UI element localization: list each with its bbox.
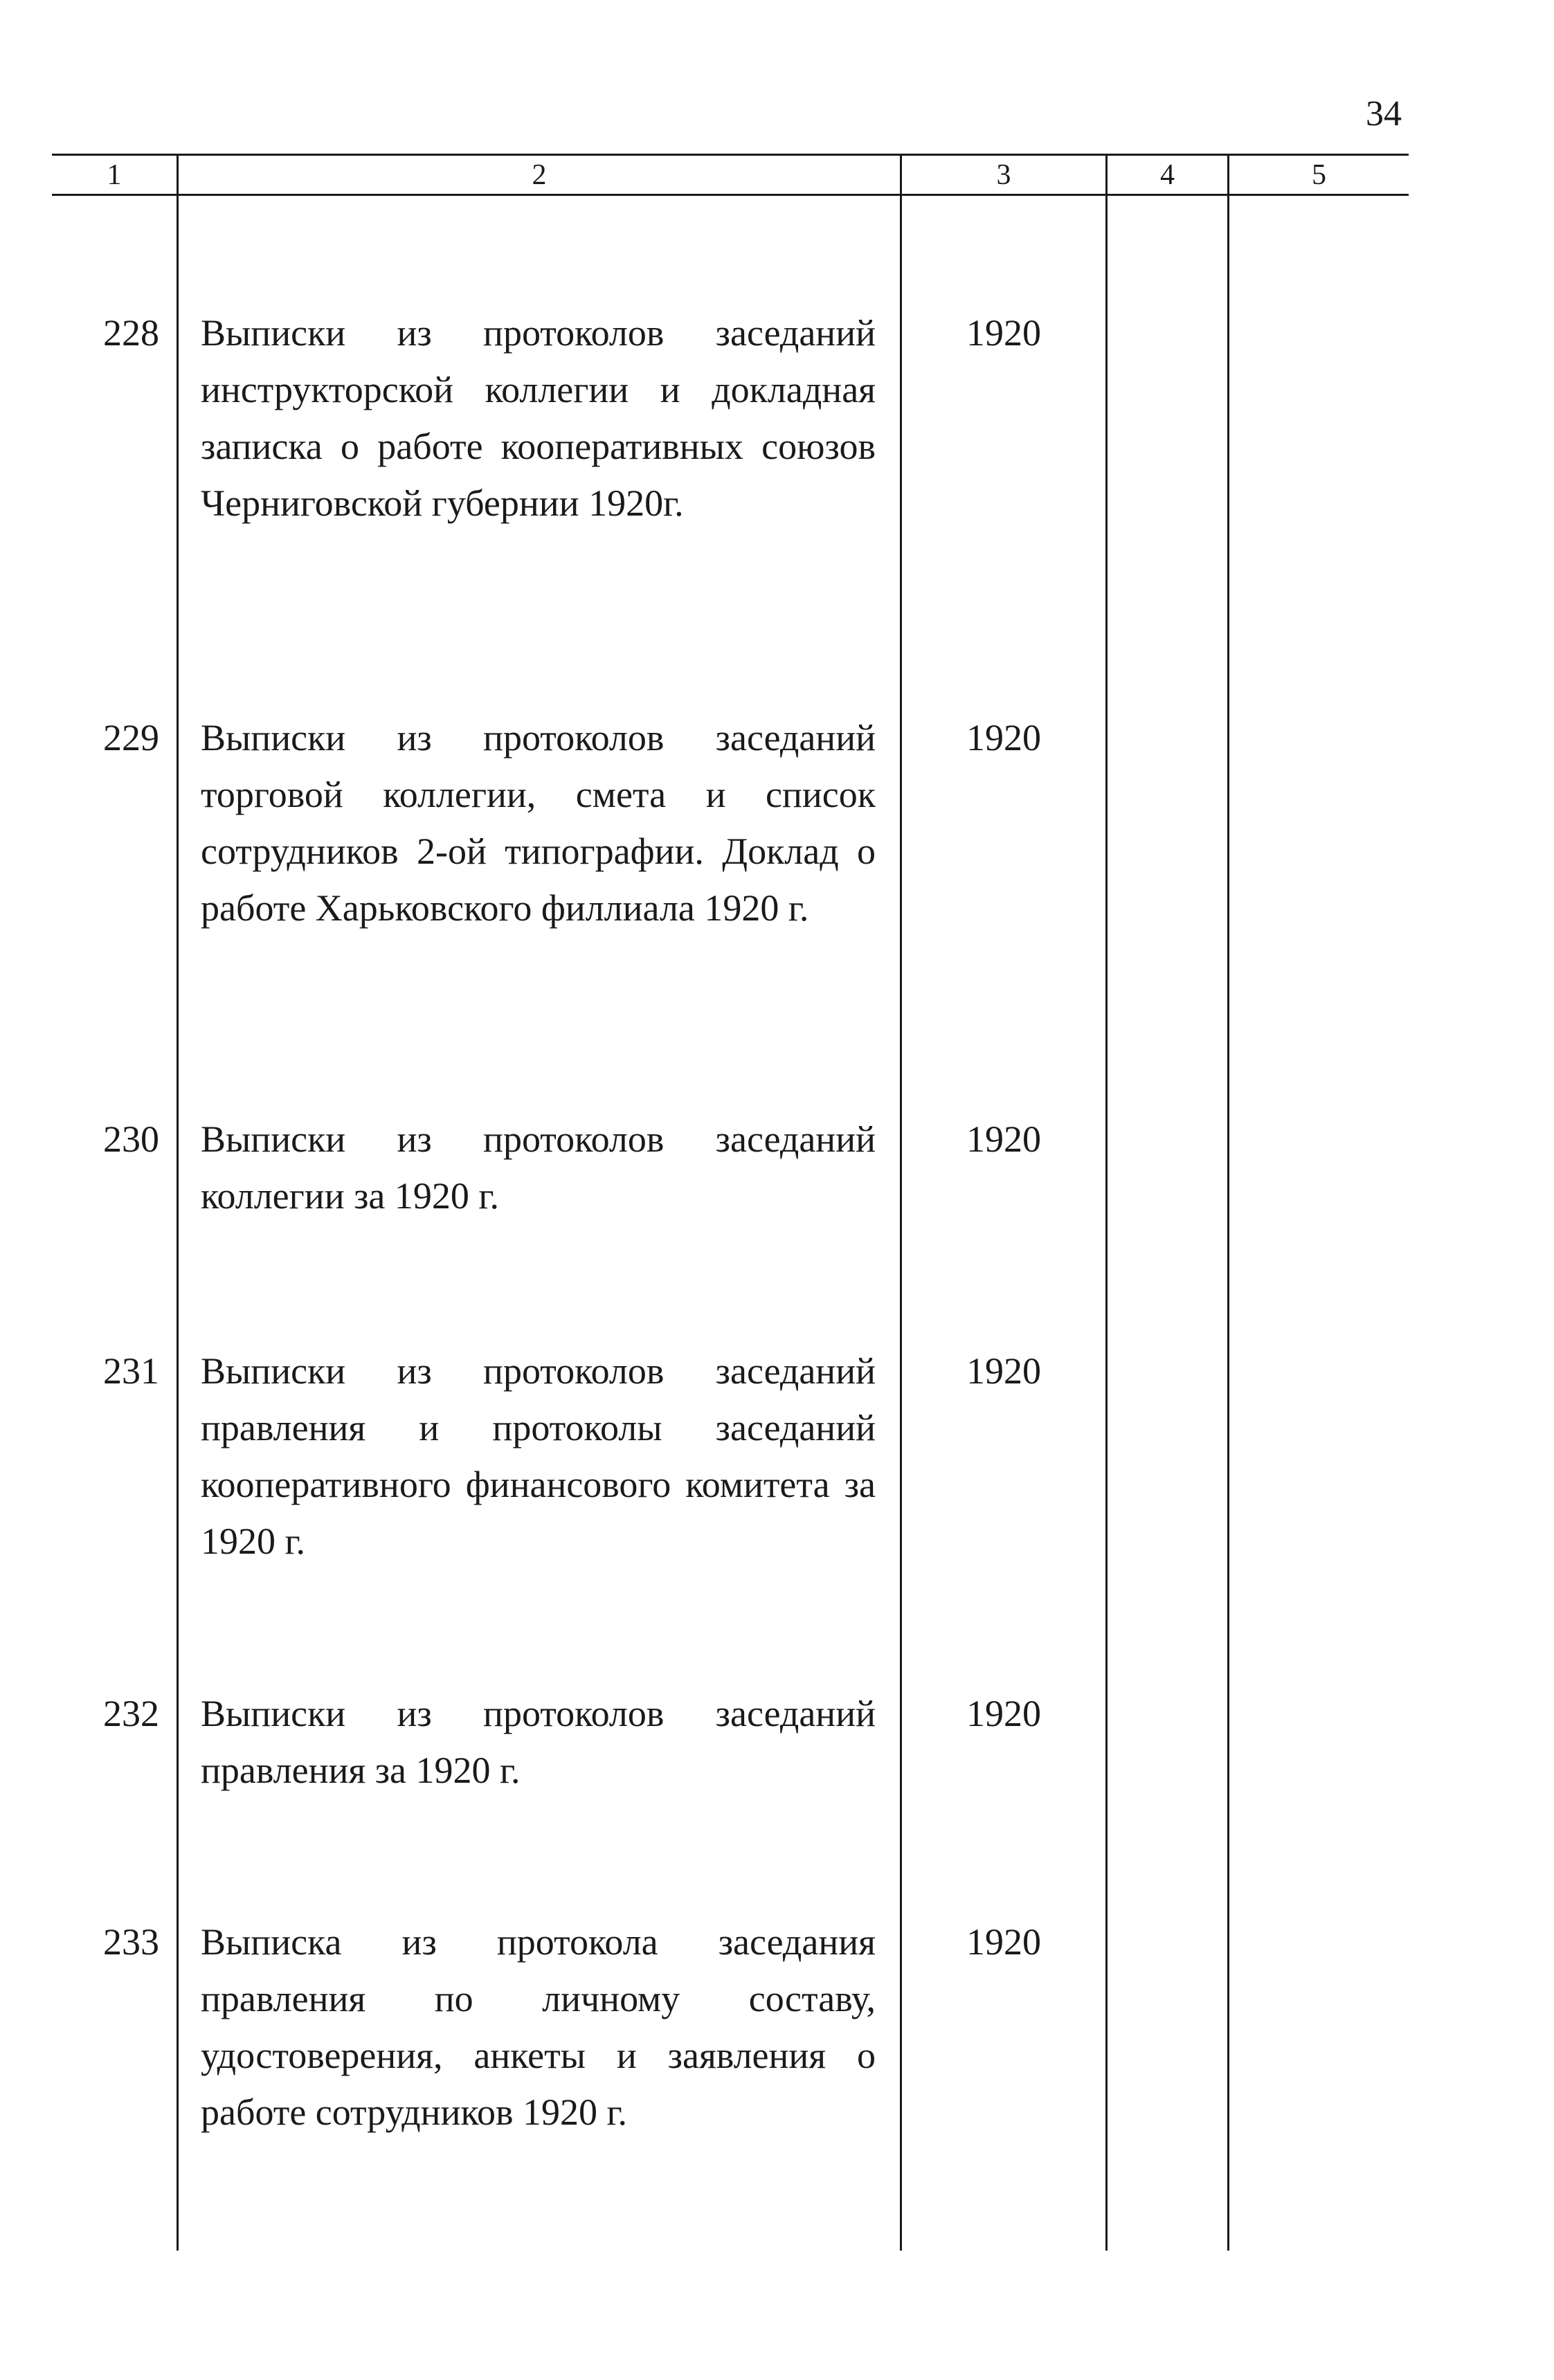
entry-title: Выписки из протоколов заседаний коллегии за 1920 г. (201, 1118, 876, 1217)
entry-year: 1920 (966, 1350, 1041, 1392)
entry-title: Выписки из протоколов заседаний правления и протоколы заседаний кооперативного финансового комитета за 1920 г. (201, 1350, 876, 1562)
table-header-top-rule (52, 154, 1409, 156)
entry-number: 229 (103, 717, 159, 758)
entry-title: Выписка из протокола заседания правления по личному составу, удостоверения, анкеты и заявления о работе сотрудников 1920 г. (201, 1921, 876, 2133)
page-number: 34 (1366, 94, 1402, 134)
entry-title: Выписки из протоколов заседаний правления за 1920 г. (201, 1693, 876, 1791)
column-header-2: 2 (532, 159, 547, 191)
entry-title: Выписки из протоколов заседаний инструкторской коллегии и докладная записка о работе кооперативных союзов Черниговской губернии 1920г. (201, 312, 876, 524)
entry-number: 233 (103, 1921, 159, 1963)
column-header-3: 3 (996, 159, 1011, 191)
entry-number: 230 (103, 1118, 159, 1160)
entry-year: 1920 (966, 717, 1041, 758)
entry-year: 1920 (966, 1693, 1041, 1734)
entry-year: 1920 (966, 1118, 1041, 1160)
entry-title: Выписки из протоколов заседаний торговой коллегии, смета и список сотрудников 2-ой типографии. Доклад о работе Харьковского филлиала 1920 г. (201, 717, 876, 929)
column-divider-2 (900, 154, 902, 2251)
column-divider-3 (1105, 154, 1108, 2251)
column-divider-1 (177, 154, 179, 2251)
column-divider-4 (1227, 154, 1229, 2251)
column-header-4: 4 (1160, 159, 1175, 191)
entry-year: 1920 (966, 312, 1041, 354)
entry-number: 228 (103, 312, 159, 354)
entry-number: 231 (103, 1350, 159, 1392)
entry-year: 1920 (966, 1921, 1041, 1963)
column-header-5: 5 (1312, 159, 1326, 191)
column-header-1: 1 (107, 159, 122, 191)
entry-number: 232 (103, 1693, 159, 1734)
table-header-bottom-rule (52, 194, 1409, 196)
